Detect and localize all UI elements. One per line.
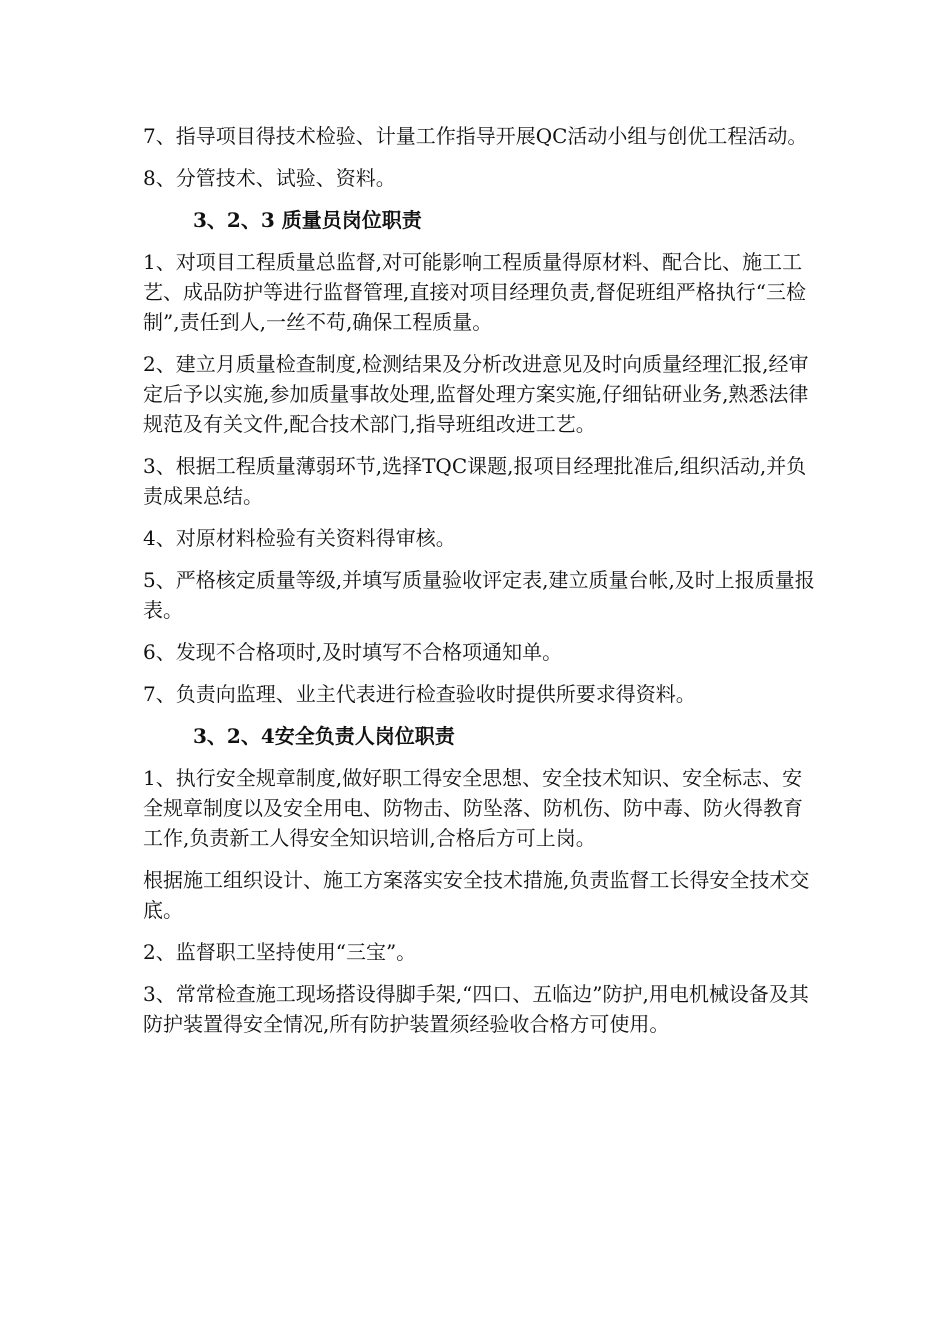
paragraph-quality-3: 3、根据工程质量薄弱环节,选择TQC课题,报项目经理批准后,组织活动,并负责成果总结。 xyxy=(143,454,807,508)
paragraph-item-8-tech: 8、分管技术、试验、资料。 xyxy=(143,166,396,190)
paragraph-quality-7: 7、负责向监理、业主代表进行检查验收时提供所要求得资料。 xyxy=(143,682,696,706)
paragraph-item-7-tech: 7、指导项目得技术检验、计量工作指导开展QC活动小组与创优工程活动。 xyxy=(143,124,808,148)
section-heading-quality-inspector: 3、2、3 质量员岗位职责 xyxy=(193,208,422,232)
paragraph-quality-2: 2、建立月质量检查制度,检测结果及分析改进意见及时向质量经理汇报,经审定后予以实施,参加质量事故处理,监督处理方案实施,仔细钻研业务,熟悉法律规范及有关文件,配合技术部门,指导班组改进工艺。 xyxy=(143,352,809,436)
paragraph-safety-unnumbered: 根据施工组织设计、施工方案落实安全技术措施,负责监督工长得安全技术交底。 xyxy=(143,868,810,922)
document-body xyxy=(143,121,815,1051)
paragraph-quality-1: 1、对项目工程质量总监督,对可能影响工程质量得原材料、配合比、施工工艺、成品防护等进行监督管理,直接对项目经理负责,督促班组严格执行“三检制”,责任到人,一丝不苟,确保工程质量。 xyxy=(143,250,806,334)
paragraph-quality-5: 5、严格核定质量等级,并填写质量验收评定表,建立质量台帐,及时上报质量报表。 xyxy=(143,568,815,622)
paragraph-quality-6: 6、发现不合格项时,及时填写不合格项通知单。 xyxy=(143,640,563,664)
paragraph-safety-1: 1、执行安全规章制度,做好职工得安全思想、安全技术知识、安全标志、安全规章制度以及安全用电、防物击、防坠落、防机伤、防中毒、防火得教育工作,负责新工人得安全知识培训,合格后方可上岗。 xyxy=(143,766,803,850)
paragraph-safety-2: 2、监督职工坚持使用“三宝”。 xyxy=(143,940,417,964)
paragraph-quality-4: 4、对原材料检验有关资料得审核。 xyxy=(143,526,456,550)
paragraph-safety-3: 3、常常检查施工现场搭设得脚手架,“四口、五临边”防护,用电机械设备及其防护装置得安全情况,所有防护装置须经验收合格方可使用。 xyxy=(143,982,809,1036)
section-heading-safety-officer: 3、2、4安全负责人岗位职责 xyxy=(193,724,455,748)
